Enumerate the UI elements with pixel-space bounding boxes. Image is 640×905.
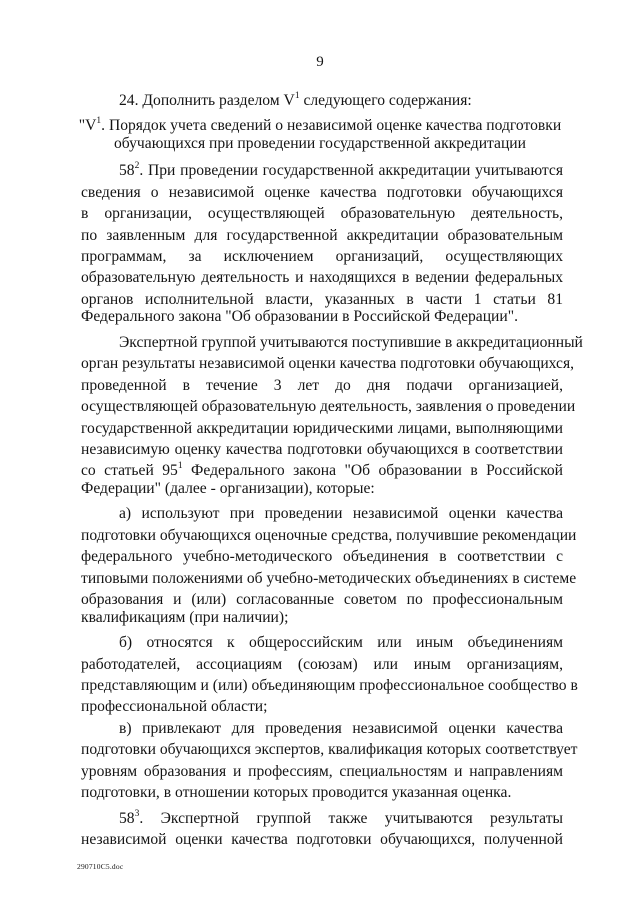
p58-2-line-4: по заявленным для государственной аккредитации образовательным: [81, 227, 563, 244]
item-b-line-3: представляющим и (или) объединяющим профессиональное сообщество в: [81, 677, 578, 694]
p-expert-line-6: независимую оценку качества подготовки обучающихся в соответствии: [81, 441, 563, 458]
item-v-line-1: в) привлекают для проведения независимой оценки качества: [119, 720, 563, 737]
item-v-line-3: уровням образования и профессиям, специальностям и направлениям: [81, 763, 563, 780]
p58-2-line-3: в организации, осуществляющей образовательную деятельность,: [81, 205, 563, 222]
p-expert-line-5: государственной аккредитации юридическими лицами, выполняющими: [81, 420, 563, 437]
item-b-line-2: работодателей, ассоциациям (союзам) или иным организациям,: [81, 656, 563, 673]
p58-2-line-5: программам, за исключением организаций, осуществляющих: [81, 248, 563, 265]
item-a-line-3: федерального учебно-методического объединения в соответствии с: [81, 548, 563, 565]
item-b-line-1: б) относятся к общероссийским или иным объединениям: [119, 634, 563, 651]
p58-2-line-2: сведения о независимой оценке качества подготовки обучающихся: [81, 184, 563, 201]
item-b-line-4: профессиональной области;: [81, 698, 268, 715]
page-number: 9: [316, 54, 324, 70]
item-a-line-4: типовыми положениями об учебно-методических объединениях в системе: [81, 570, 577, 587]
p58-3-line-1: $58^3$. Экспертной группой также учитываются результаты: [119, 808, 563, 827]
item-a-line-1: а) используют при проведении независимой оценки качества: [119, 505, 563, 522]
item-a-line-2: подготовки обучающихся оценочные средства, получившие рекомендации: [81, 527, 577, 544]
p58-2-line-6: образовательную деятельность и находящихся в ведении федеральных: [81, 269, 563, 286]
p58-2-line-1: $58^2$. При проведении государственной аккредитации учитываются: [119, 160, 563, 179]
p-expert-line-2: орган результаты независимой оценки качества подготовки обучающихся,: [81, 355, 575, 372]
item-v-line-4: подготовки, в отношении которых проводится указанная оценка.: [81, 784, 512, 801]
item-a-line-5: образования и (или) согласованные советом по профессиональным: [81, 591, 563, 608]
p58-2-line-8: Федерального закона "Об образовании в Российской Федерации".: [81, 308, 519, 325]
p58-3-line-2: независимой оценки качества подготовки обучающихся, полученной: [81, 831, 563, 848]
document-footer: 290710C5.doc: [77, 862, 124, 871]
section-title-line-2: обучающихся при проведении государственной аккредитации: [114, 135, 526, 152]
p58-2-line-7: органов исполнительной власти, указанных в части 1 статьи 81: [81, 291, 563, 308]
p-expert-line-8: Федерации" (далее - организации), которые:: [81, 480, 375, 497]
item-a-line-6: квалификациям (при наличии);: [81, 609, 289, 626]
amendment-heading: 24. Дополнить разделом $V^1$ следующего содержания:: [119, 90, 472, 109]
item-v-line-2: подготовки обучающихся экспертов, квалификация которых соответствует: [81, 741, 578, 758]
section-title-line-1: "$V^1$. Порядок учета сведений о независимой оценке качества подготовки: [78, 115, 562, 134]
p-expert-line-3: проведенной в течение 3 лет до дня подачи организацией,: [81, 377, 563, 394]
p-expert-line-7: со статьей $95^1$ Федерального закона "Об образовании в Российской: [81, 460, 563, 479]
p-expert-line-4: осуществляющей образовательную деятельность, заявления о проведении: [81, 398, 576, 415]
p-expert-line-1: Экспертной группой учитываются поступившие в аккредитационный: [119, 334, 583, 351]
